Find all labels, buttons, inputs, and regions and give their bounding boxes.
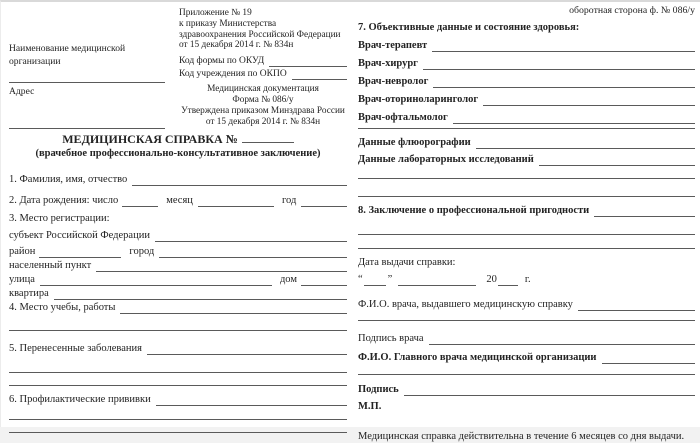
- back-side-note: оборотная сторона ф. № 086/у: [569, 5, 695, 16]
- birth-day-line: [122, 193, 158, 207]
- okpo-code-line: [292, 68, 347, 80]
- doctor-signature-label: Подпись врача: [358, 333, 424, 344]
- field-therapist: [358, 38, 695, 52]
- study-work-line: [120, 300, 347, 314]
- vaccinations-line: [156, 392, 347, 406]
- appendix-line: к приказу Министерства: [179, 18, 277, 29]
- form-title-text: МЕДИЦИНСКАЯ СПРАВКА №: [62, 132, 238, 146]
- signature-label: Подпись: [358, 384, 399, 395]
- district-line: [39, 244, 121, 258]
- org-block: [9, 2, 179, 129]
- health-extra-line: [358, 128, 695, 129]
- validity-note: Медицинская справка действительна в течение 6 месяцев со дня выдачи.: [358, 431, 685, 442]
- field-ophthalmologist: [358, 110, 695, 124]
- registration-label: 3. Место регистрации:: [9, 213, 110, 224]
- fitness-conclusion-label: 8. Заключение о профессиональной пригодности: [358, 205, 590, 216]
- field-settlement: [9, 258, 347, 272]
- fitness-extra-line: [358, 248, 695, 249]
- fitness-conclusion-line: [594, 203, 695, 217]
- vaccinations-label: 6. Профилактические прививки: [9, 394, 151, 405]
- issuing-doctor-extra-line: [358, 320, 695, 321]
- past-diseases-line: [147, 341, 347, 355]
- ophthalmologist-line: [453, 110, 695, 124]
- signature-line: [404, 382, 695, 396]
- lab-tests-line: [539, 152, 695, 166]
- form-title: [9, 129, 347, 147]
- field-fitness-conclusion: [358, 203, 695, 217]
- issuing-doctor-line: [578, 297, 695, 311]
- issue-date-label: Дата выдачи справки:: [358, 257, 456, 268]
- field-otolaryngologist: [358, 92, 695, 106]
- settlement-line: [96, 258, 347, 272]
- district-label: район: [9, 246, 36, 257]
- doc-info-line: Форма № 086/у: [232, 94, 294, 105]
- city-line: [159, 244, 347, 258]
- therapist-label: Врач-терапевт: [358, 40, 428, 51]
- okpo-code-label: Код учреждения по ОКПО: [179, 69, 287, 80]
- past-diseases-extra-line: [9, 372, 347, 373]
- stamp-label: М.П.: [358, 401, 382, 412]
- field-past-diseases: [9, 341, 347, 355]
- field-issuing-doctor: [358, 297, 695, 311]
- birth-year-label: год: [282, 195, 297, 206]
- issue-day-line: [364, 272, 386, 286]
- fitness-extra-line: [358, 234, 695, 235]
- year-suffix: г.: [524, 274, 531, 285]
- ophthalmologist-label: Врач-офтальмолог: [358, 112, 448, 123]
- doc-info-line: Утверждена приказом Минздрава России: [181, 105, 345, 116]
- house-line: [301, 272, 347, 286]
- region-line: [155, 228, 347, 242]
- form-subtitle: (врачебное профессионально-консультативное заключение): [35, 148, 321, 159]
- chief-doctor-line: [602, 350, 696, 364]
- settlement-label: населенный пункт: [9, 260, 92, 271]
- okud-code-line: [269, 55, 347, 67]
- org-name-line: [9, 82, 165, 83]
- apartment-label: квартира: [9, 288, 49, 299]
- issue-month-line: [398, 272, 476, 286]
- therapist-line: [432, 38, 695, 52]
- field-issue-date: [358, 272, 695, 286]
- lab-tests-label: Данные лабораторных исследований: [358, 154, 534, 165]
- birth-year-line: [301, 193, 347, 207]
- left-column: [9, 2, 347, 433]
- field-apartment: [9, 286, 347, 300]
- close-quote: ”: [387, 274, 393, 285]
- birth-month-label: месяц: [166, 195, 193, 206]
- past-diseases-label: 5. Перенесенные заболевания: [9, 343, 142, 354]
- study-work-extra-line: [9, 330, 347, 331]
- region-label: субъект Российской Федерации: [9, 230, 150, 241]
- street-line: [40, 272, 272, 286]
- issue-year-line: [498, 272, 518, 286]
- field-fluorography: [358, 135, 695, 149]
- past-diseases-extra-line: [9, 385, 347, 386]
- fluorography-label: Данные флюорографии: [358, 137, 471, 148]
- field-vaccinations: [9, 392, 347, 406]
- field-district-city: [9, 244, 347, 258]
- field-surgeon: [358, 56, 695, 70]
- lab-tests-extra-line: [358, 178, 695, 179]
- field-study-work: [9, 300, 347, 314]
- apartment-line: [54, 286, 347, 300]
- section7-heading: 7. Объективные данные и состояние здоровья:: [358, 22, 580, 33]
- field-full-name: [9, 172, 347, 186]
- org-name-label: Наименование медицинской организации: [9, 43, 126, 67]
- field-birth-date: [9, 193, 347, 207]
- neurologist-line: [433, 74, 695, 88]
- doc-info-line: Медицинская документация: [207, 84, 319, 95]
- certificate-number-line: [242, 129, 294, 143]
- birth-date-label: 2. Дата рождения: число: [9, 195, 119, 206]
- study-work-label: 4. Место учебы, работы: [9, 302, 116, 313]
- otolaryngologist-line: [483, 92, 695, 106]
- approval-block: [179, 2, 347, 129]
- form-header: [9, 2, 347, 129]
- fluorography-line: [476, 135, 695, 149]
- vaccinations-extra-line: [9, 432, 347, 433]
- house-label: дом: [279, 274, 297, 285]
- surgeon-label: Врач-хирург: [358, 58, 418, 69]
- doctor-signature-line: [429, 331, 695, 345]
- appendix-line: здравоохранения Российской Федерации: [179, 29, 341, 40]
- field-street-house: [9, 272, 347, 286]
- doc-info-line: от 15 декабря 2014 г. № 834н: [205, 116, 321, 127]
- full-name-line: [132, 172, 347, 186]
- neurologist-label: Врач-невролог: [358, 76, 429, 87]
- address-label: Адрес: [9, 86, 35, 97]
- otolaryngologist-label: Врач-оториноларинголог: [358, 94, 479, 105]
- open-quote: “: [358, 274, 363, 285]
- street-label: улица: [9, 274, 35, 285]
- city-label: город: [129, 246, 155, 257]
- year-prefix: 20: [486, 274, 497, 285]
- vaccinations-extra-line: [9, 419, 347, 420]
- full-name-label: 1. Фамилия, имя, отчество: [9, 174, 128, 185]
- field-chief-doctor: [358, 350, 695, 364]
- field-region: [9, 228, 347, 242]
- field-lab-tests: [358, 152, 695, 166]
- lab-tests-extra-line: [358, 196, 695, 197]
- appendix-line: от 15 декабря 2014 г. № 834н: [179, 40, 294, 51]
- appendix-line: Приложение № 19: [179, 8, 252, 18]
- chief-doctor-label: Ф.И.О. Главного врача медицинской организации: [358, 352, 597, 363]
- surgeon-line: [423, 56, 695, 70]
- field-neurologist: [358, 74, 695, 88]
- okud-code-label: Код формы по ОКУД: [179, 56, 265, 67]
- right-column: [358, 2, 695, 443]
- birth-month-line: [198, 193, 274, 207]
- chief-doctor-extra-line: [358, 374, 695, 375]
- field-doctor-signature: [358, 331, 695, 345]
- issuing-doctor-label: Ф.И.О. врача, выдавшего медицинскую справку: [358, 299, 573, 310]
- field-signature: [358, 382, 695, 396]
